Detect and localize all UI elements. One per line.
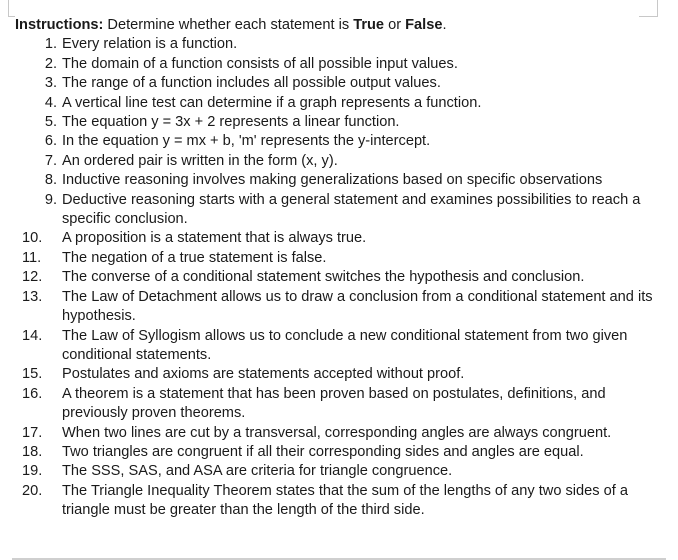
statement-text: When two lines are cut by a transversal, corresponding angles are always congruent.	[62, 424, 612, 441]
statement-number: 19.	[22, 463, 43, 480]
false-word: False	[405, 17, 443, 33]
statement-number: 20.	[22, 482, 43, 499]
statement-number: 6.	[44, 133, 57, 150]
statement-item	[15, 443, 655, 462]
instructions	[15, 16, 655, 35]
statement-number: 17.	[22, 424, 43, 441]
statement-item	[15, 482, 655, 521]
statement-item	[15, 113, 655, 132]
statement-item	[15, 132, 655, 151]
statement-item	[15, 94, 655, 113]
worksheet	[15, 16, 655, 521]
statement-text: The Triangle Inequality Theorem states that the sum of the lengths of any two sides of a triangle must be greater than the length of the third side.	[62, 482, 628, 519]
instructions-text-after: .	[442, 17, 447, 33]
statement-text: The converse of a conditional statement switches the hypothesis and conclusion.	[62, 269, 585, 286]
statement-text: The domain of a function consists of all possible input values.	[62, 55, 458, 72]
statement-item	[15, 249, 655, 268]
statement-item	[15, 229, 655, 248]
statement-number: 13.	[22, 288, 43, 305]
statement-text: Postulates and axioms are statements accepted without proof.	[62, 366, 465, 383]
statement-text: The Law of Syllogism allows us to conclude a new conditional statement from two given conditional statements.	[62, 327, 628, 363]
statement-number: 2.	[44, 55, 57, 72]
statement-number: 1.	[44, 36, 57, 53]
statement-text: The range of a function includes all possible output values.	[62, 75, 441, 92]
statement-text: The SSS, SAS, and ASA are criteria for triangle congruence.	[62, 463, 453, 480]
instructions-text-before: Determine whether each statement is	[103, 17, 354, 33]
statement-number: 8.	[44, 172, 57, 189]
statement-number: 11.	[22, 249, 42, 266]
statement-item	[15, 268, 655, 287]
statement-item	[15, 171, 655, 190]
statement-item	[15, 35, 655, 54]
statement-item	[15, 55, 655, 74]
statement-text: An ordered pair is written in the form (x, y).	[62, 152, 338, 169]
crop-mark-top-left	[8, 0, 15, 17]
statement-text: A vertical line test can determine if a graph represents a function.	[62, 94, 482, 111]
instructions-text-middle: or	[384, 17, 406, 33]
statement-item	[15, 424, 655, 443]
statement-item	[15, 288, 655, 327]
statement-text: Inductive reasoning involves making generalizations based on specific observations	[62, 172, 603, 189]
statement-number: 5.	[44, 114, 57, 131]
statement-item	[15, 365, 655, 384]
statement-text: Every relation is a function.	[62, 36, 238, 53]
statement-number: 15.	[22, 366, 43, 383]
statement-text: The equation y = 3x + 2 represents a linear function.	[62, 114, 400, 131]
statement-number: 9.	[44, 191, 57, 208]
statement-text: In the equation y = mx + b, 'm' represents the y-intercept.	[62, 133, 431, 150]
statement-number: 18.	[22, 443, 43, 460]
statement-number: 4.	[44, 94, 57, 111]
statement-list	[15, 35, 655, 520]
statement-text: A theorem is a statement that has been proven based on postulates, definitions, and previously proven theorems.	[62, 385, 606, 422]
statement-text: Deductive reasoning starts with a general statement and examines possibilities to reach a specific conclusion.	[62, 191, 641, 228]
statement-item	[15, 152, 655, 171]
crop-mark-top-right	[639, 0, 658, 17]
statement-number: 12.	[22, 269, 43, 286]
statement-text: Two triangles are congruent if all their corresponding sides and angles are equal.	[62, 443, 584, 460]
statement-item	[15, 462, 655, 481]
true-word: True	[353, 17, 385, 33]
statement-number: 10.	[22, 230, 43, 247]
statement-item	[15, 74, 655, 93]
statement-number: 7.	[44, 152, 57, 169]
statement-text: A proposition is a statement that is always true.	[62, 230, 367, 247]
statement-number: 3.	[44, 75, 57, 92]
statement-item	[15, 191, 655, 230]
statement-number: 16.	[22, 385, 43, 402]
statement-text: The negation of a true statement is false.	[62, 249, 327, 266]
statement-number: 14.	[22, 327, 43, 344]
instructions-label: Instructions:	[15, 17, 104, 33]
statement-text: The Law of Detachment allows us to draw a conclusion from a conditional statement and its hypothesis.	[62, 288, 653, 325]
statement-item	[15, 385, 655, 424]
statement-item	[15, 327, 655, 366]
